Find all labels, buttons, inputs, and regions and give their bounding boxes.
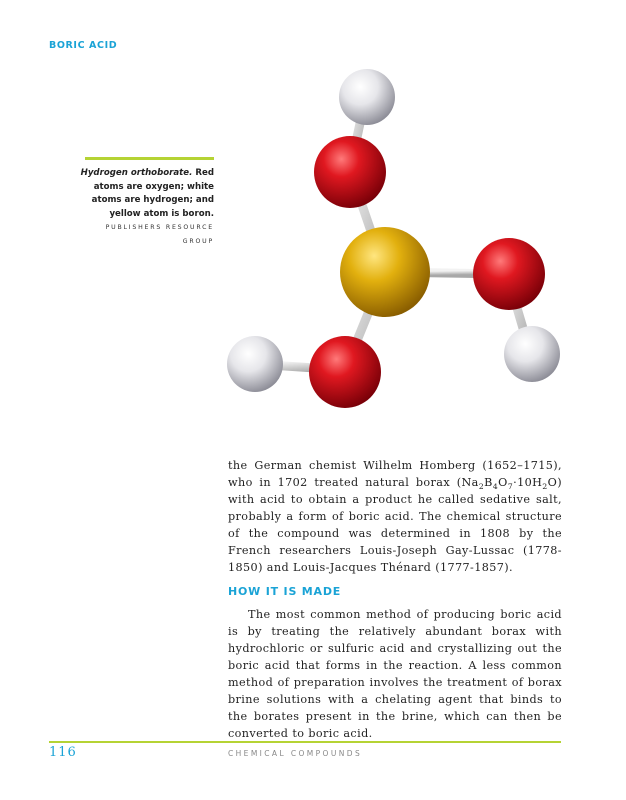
caption-title: Hydrogen orthoborate.	[80, 168, 193, 178]
hydrogen-atom-top	[339, 69, 395, 125]
body-paragraph-2: The most common method of producing boric acid is by treating the relatively abundant borax with hydrochloric or sulfuric acid and crystallizing out the boric acid that forms in the reaction. A less common method of preparation involves the treatment of borax brine solutions with a chelating agent that binds to the borates present in the brine, which can then be converted to boric acid.	[228, 608, 562, 740]
boric-acid-molecule-illustration	[220, 62, 570, 422]
p1-subscript: 2	[478, 482, 485, 492]
figure-caption	[80, 167, 214, 249]
page-number: 116	[49, 745, 77, 760]
section-heading: HOW IT IS MADE	[228, 585, 342, 598]
photo-credit: PUBLISHERS RESOURCE GROUP	[105, 224, 214, 245]
caption-rule	[85, 157, 214, 160]
p1-text-c: O	[498, 476, 508, 489]
oxygen-atom-bottom	[309, 336, 381, 408]
boron-atom	[340, 227, 430, 317]
p1-text-a: the German chemist Wilhelm Homberg (1652–1715), who in 1702 treated natural borax (Na	[228, 459, 562, 489]
footer-rule	[49, 741, 561, 743]
p1-subscript: 4	[492, 482, 499, 492]
p1-text-d: ·10H	[513, 476, 543, 489]
p1-subscript: 2	[542, 482, 548, 492]
running-head: BORIC ACID	[49, 40, 118, 51]
hydrogen-atom-right	[504, 326, 560, 382]
hydrogen-atom-left	[227, 336, 283, 392]
p1-text-e: O) with acid to obtain a product he called sedative salt, probably a form of boric acid. The chemical structure of the compound was determined in 1808 by the French researchers Louis-Joseph Gay-Lussac (1778-1850) and Louis-Jacques Thénard (1777-1857).	[228, 476, 562, 574]
caption-text: Red atoms are oxygen; white atoms are hydrogen; and yellow atom is boron.	[91, 168, 214, 219]
p1-subscript: 7	[507, 482, 514, 492]
oxygen-atom-top	[314, 136, 386, 208]
body-paragraph-1	[228, 457, 562, 576]
footer-book-title: CHEMICAL COMPOUNDS	[228, 749, 363, 758]
oxygen-atom-right	[473, 238, 545, 310]
p1-text-b: B	[484, 476, 493, 489]
